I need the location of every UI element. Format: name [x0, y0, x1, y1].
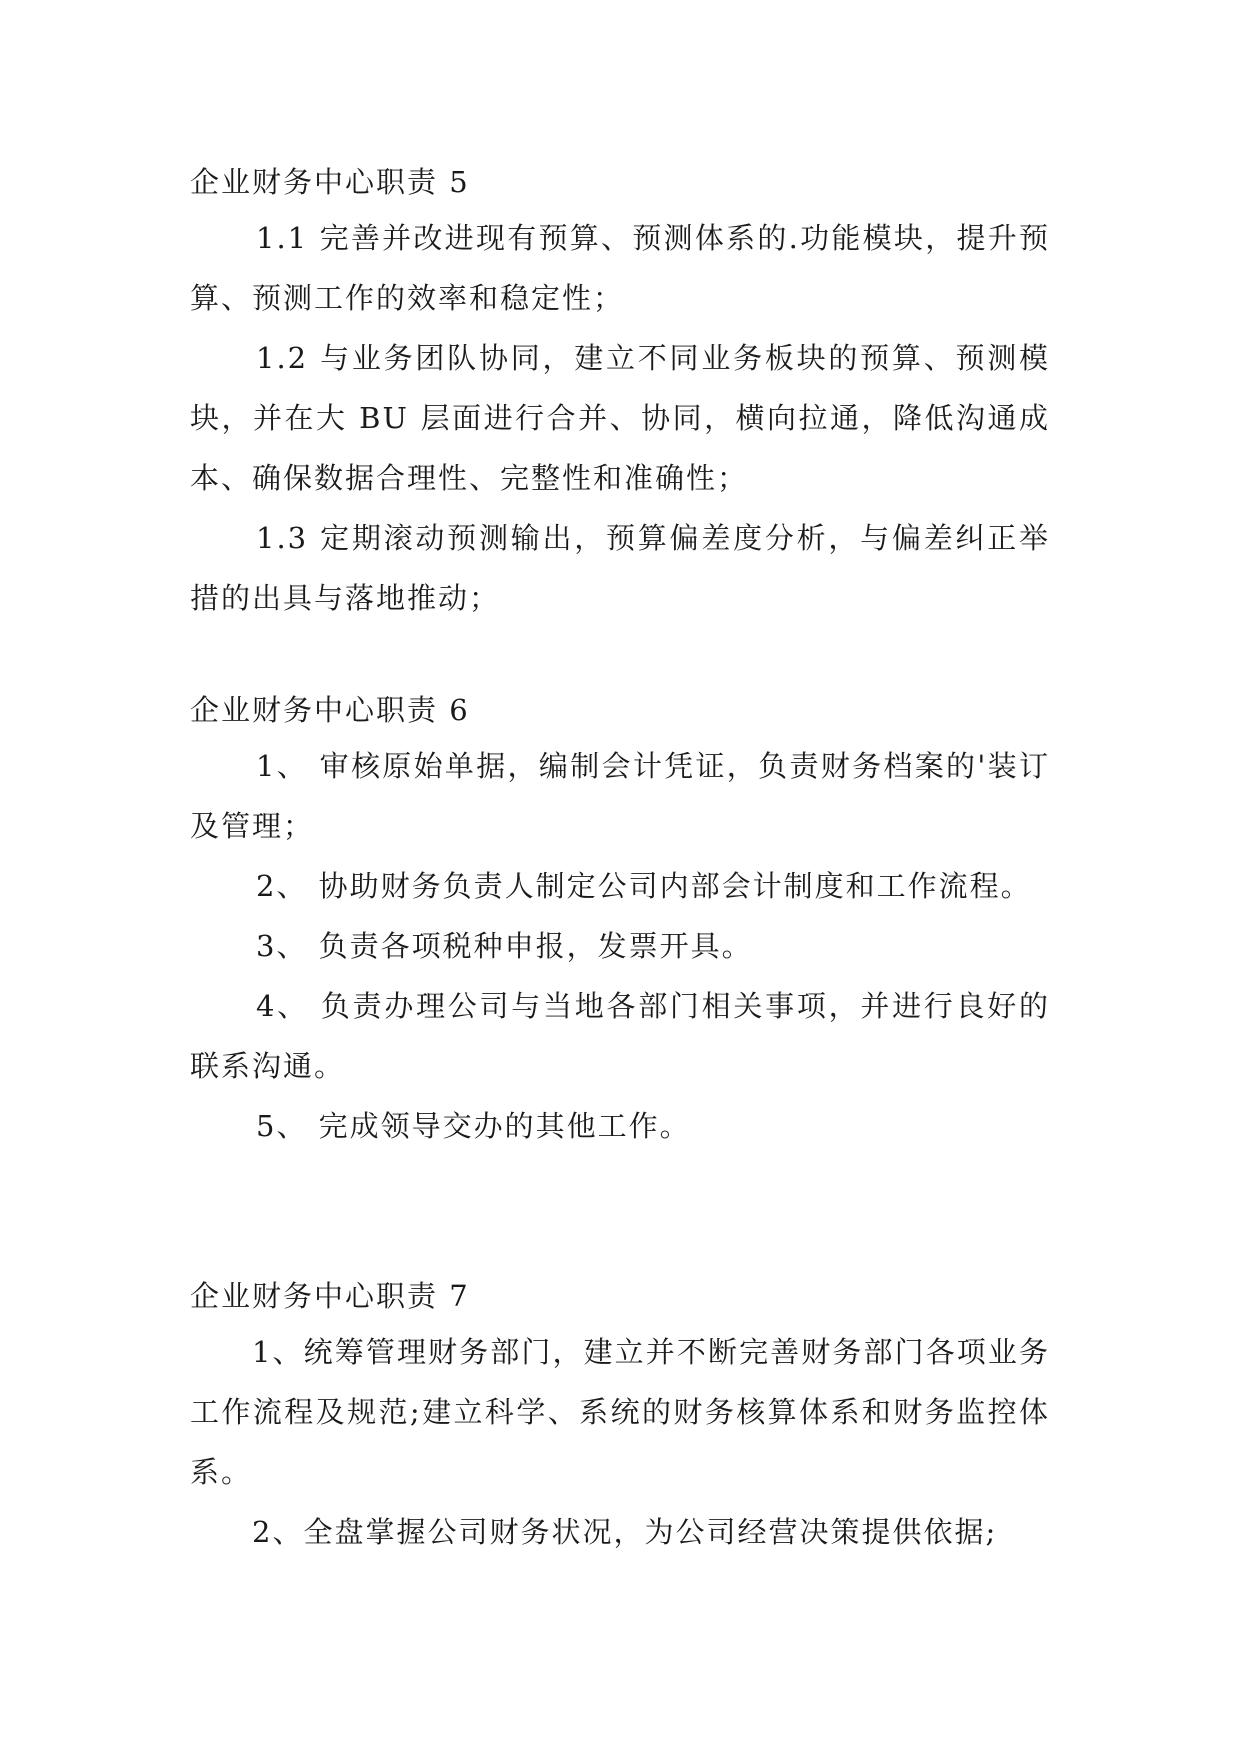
paragraph: 2、 协助财务负责人制定公司内部会计制度和工作流程。 [256, 869, 1032, 903]
section-heading: 企业财务中心职责 6 [190, 693, 470, 727]
paragraph: 5、 完成领导交办的其他工作。 [256, 1109, 691, 1143]
paragraph: 1.1 完善并改进现有预算、预测体系的.功能模块，提升预算、预测工作的效率和稳定性； [190, 221, 1050, 315]
section-heading: 企业财务中心职责 7 [190, 1279, 470, 1313]
paragraph: 4、 负责办理公司与当地各部门相关事项，并进行良好的联系沟通。 [190, 989, 1050, 1083]
paragraph: 1、 审核原始单据，编制会计凭证，负责财务档案的'装订及管理； [190, 749, 1050, 843]
section-responsibilities-7 [190, 1274, 1050, 1562]
paragraph: 3、 负责各项税种申报，发票开具。 [256, 929, 753, 963]
paragraph: 1.2 与业务团队协同，建立不同业务板块的预算、预测模块，并在大 BU 层面进行合并、协同，横向拉通，降低沟通成本、确保数据合理性、完整性和准确性； [190, 341, 1050, 495]
paragraph: 1、统筹管理财务部门，建立并不断完善财务部门各项业务工作流程及规范;建立科学、系统的财务核算体系和财务监控体系。 [190, 1335, 1050, 1489]
section-responsibilities-6 [190, 688, 1050, 1156]
section-responsibilities-5 [190, 160, 1050, 628]
paragraph: 1.3 定期滚动预测输出，预算偏差度分析，与偏差纠正举措的出具与落地推动； [190, 521, 1050, 615]
paragraph: 2、全盘掌握公司财务状况，为公司经营决策提供依据; [252, 1515, 998, 1549]
section-heading: 企业财务中心职责 5 [190, 165, 470, 199]
